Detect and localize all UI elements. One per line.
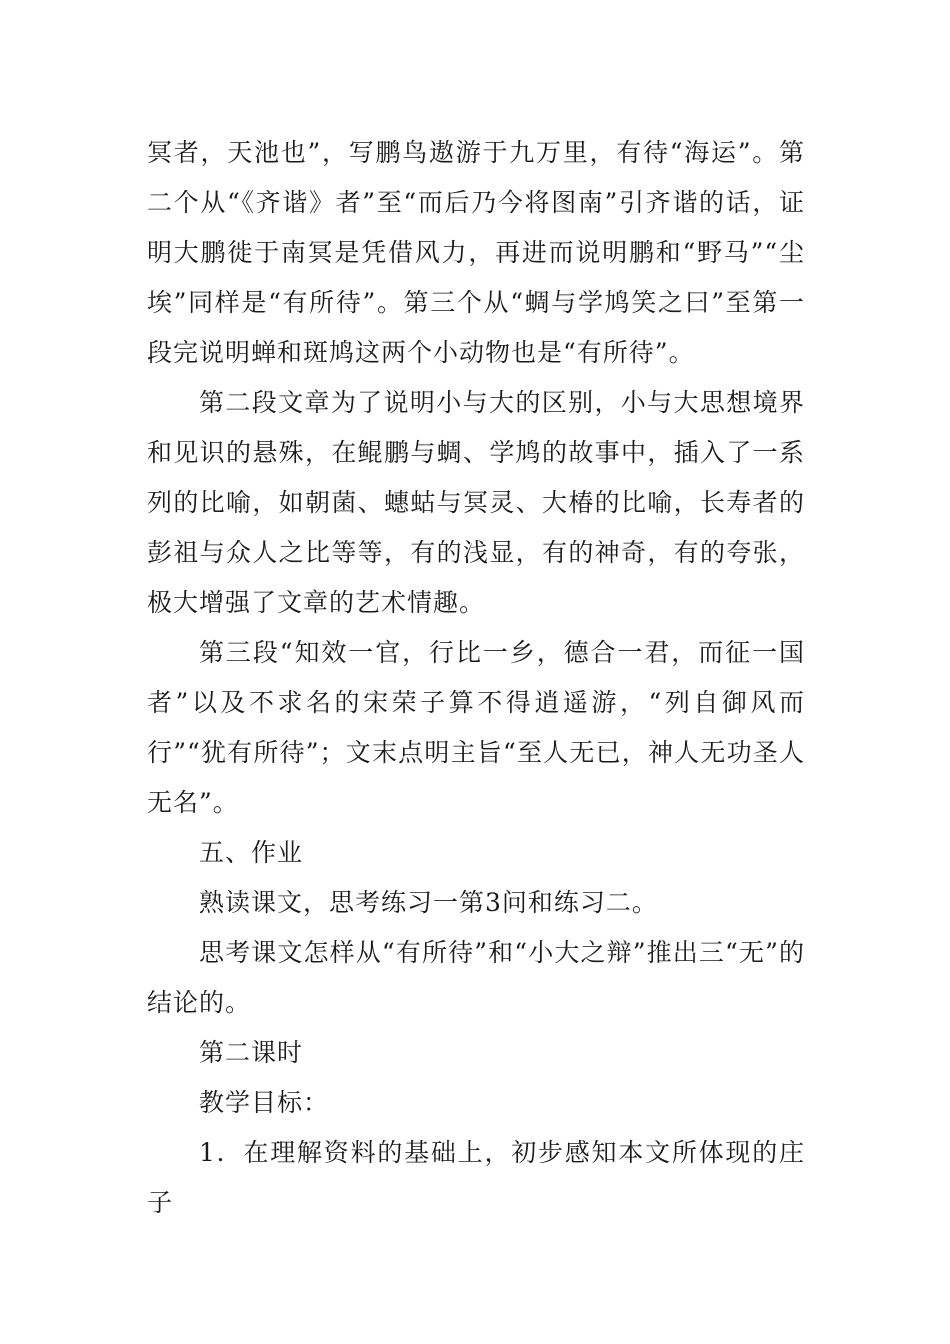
section-heading-second-lesson: 第二课时 <box>199 1038 304 1067</box>
paragraph-second-section: 第二段文章为了说明小与大的区别，小与大思想境界和见识的悬殊，在鲲鹏与蜩、学鸠的故事中，插入了一系列的比喻，如朝菌、蟪蛄与冥灵、大椿的比喻，长寿者的彭祖与众人之比等等，有的浅显，有的神奇，有的夸张，极大增强了文章的艺术情趣。 <box>147 388 805 617</box>
paragraph-continuation: 冥者，天池也”，写鹏鸟遨游于九万里，有待“海运”。第二个从“《齐谐》者”至“而后乃今将图南”引齐谐的话，证明大鹏徙于南冥是凭借风力，再进而说明鹏和“野马”“尘埃”同样是“有所待”。第三个从“蜩与学鸠笑之曰”至第一段完说明蝉和斑鸠这两个小动物也是“有所待”。 <box>147 138 805 367</box>
section-heading-teaching-goals: 教学目标： <box>199 1088 330 1117</box>
paragraph-homework-reading: 熟读课文，思考练习一第3问和练习二。 <box>199 888 658 917</box>
document-body <box>147 128 805 1228</box>
section-heading-homework: 五、作业 <box>199 838 304 867</box>
list-item-goal-1: 1．在理解资料的基础上，初步感知本文所体现的庄子 <box>147 1138 805 1217</box>
paragraph-homework-thinking: 思考课文怎样从“有所待”和“小大之辩”推出三“无”的结论的。 <box>147 938 805 1017</box>
paragraph-third-section: 第三段“知效一官，行比一乡，德合一君，而征一国者”以及不求名的宋荣子算不得逍遥游，“列自御风而行”“犹有所待”；文末点明主旨“至人无已，神人无功圣人无名”。 <box>147 638 805 817</box>
